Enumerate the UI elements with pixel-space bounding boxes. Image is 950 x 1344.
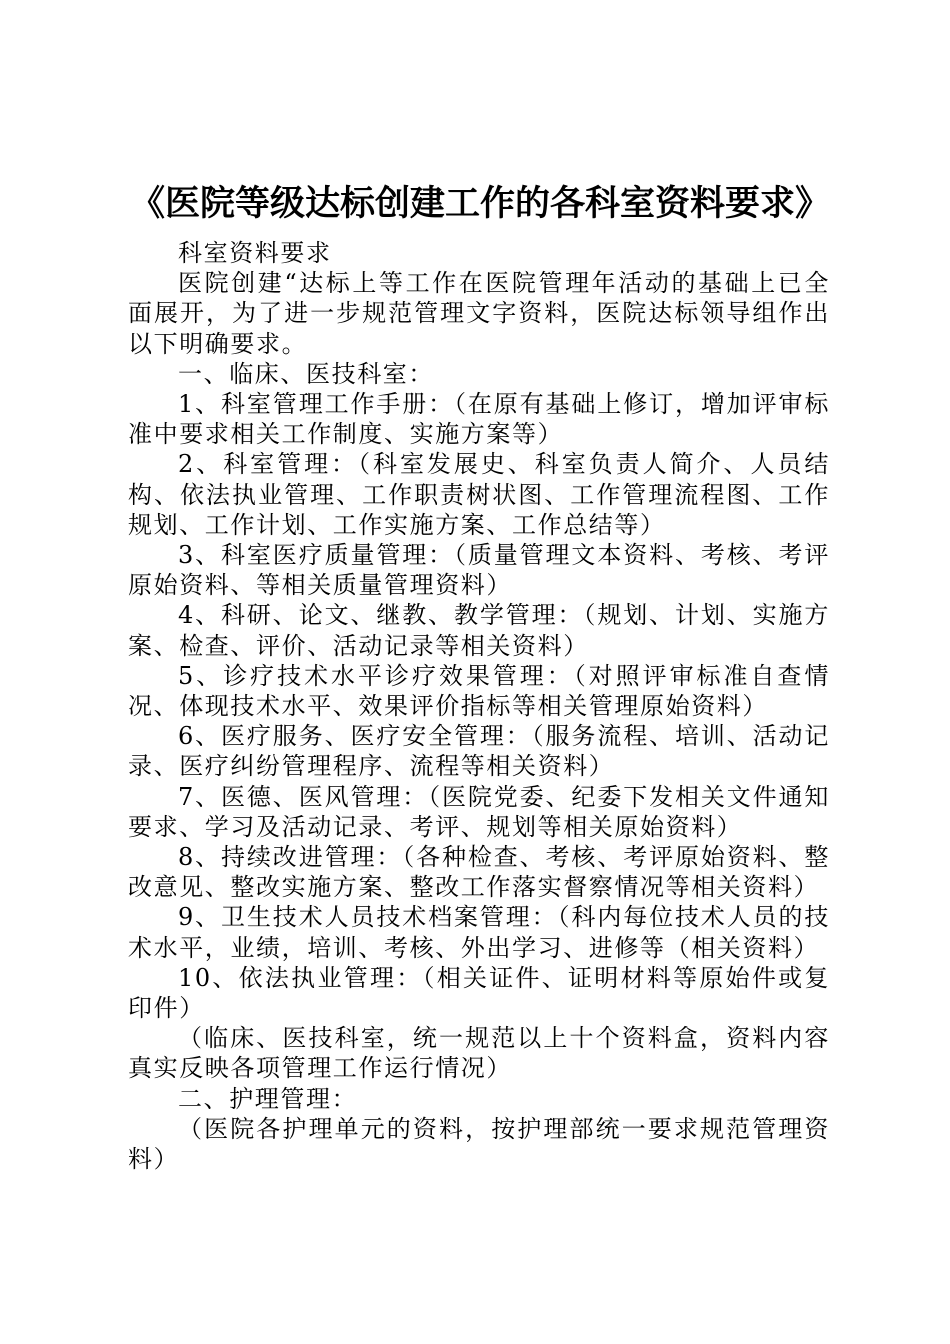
paragraph-item-9: 9、卫生技术人员技术档案管理：（科内每位技术人员的技术水平，业绩，培训、考核、外出学习、进修等（相关资料）: [128, 903, 830, 962]
paragraph-item-3: 3、科室医疗质量管理：（质量管理文本资料、考核、考评原始资料、等相关质量管理资料）: [128, 541, 830, 600]
paragraph-item-8: 8、持续改进管理：（各种检查、考核、考评原始资料、整改意见、整改实施方案、整改工作落实督察情况等相关资料）: [128, 843, 830, 902]
paragraph-intro: 医院创建“达标上等工作在医院管理年活动的基础上已全面展开，为了进一步规范管理文字资料，医院达标领导组作出以下明确要求。: [128, 269, 830, 358]
paragraph-item-5: 5、诊疗技术水平诊疗效果管理：（对照评审标准自查情况、体现技术水平、效果评价指标等相关管理原始资料）: [128, 661, 830, 721]
paragraph-item-10: 10、依法执业管理：（相关证件、证明材料等原始件或复印件）: [128, 963, 830, 1023]
paragraph-heading-nursing: 二、护理管理：: [178, 1084, 358, 1113]
document-body: [128, 238, 830, 1174]
paragraph-item-4: 4、科研、论文、继教、教学管理：（规划、计划、实施方案、检查、评价、活动记录等相关资料）: [128, 601, 830, 660]
paragraph-nursing-note: （医院各护理单元的资料，按护理部统一要求规范管理资料）: [128, 1114, 830, 1174]
paragraph-item-2: 2、科室管理：（科室发展史、科室负责人简介、人员结构、依法执业管理、工作职责树状图、工作管理流程图、工作规划、工作计划、工作实施方案、工作总结等）: [128, 450, 830, 539]
document-title: 《医院等级达标创建工作的各科室资料要求》: [129, 184, 830, 224]
paragraph-item-7: 7、医德、医风管理：（医院党委、纪委下发相关文件通知要求、学习及活动记录、考评、规划等相关原始资料）: [128, 782, 830, 841]
paragraph-heading-clinical: 一、临床、医技科室：: [178, 359, 434, 388]
paragraph-item-6: 6、医疗服务、医疗安全管理：（服务流程、培训、活动记录、医疗纠纷管理程序、流程等相关资料）: [128, 722, 830, 781]
paragraph-clinical-note: （临床、医技科室，统一规范以上十个资料盒，资料内容真实反映各项管理工作运行情况）: [128, 1024, 830, 1083]
paragraph-item-1: 1、科室管理工作手册：（在原有基础上修订，增加评审标准中要求相关工作制度、实施方案等）: [128, 390, 830, 449]
paragraph-section-heading: 科室资料要求: [178, 239, 332, 267]
